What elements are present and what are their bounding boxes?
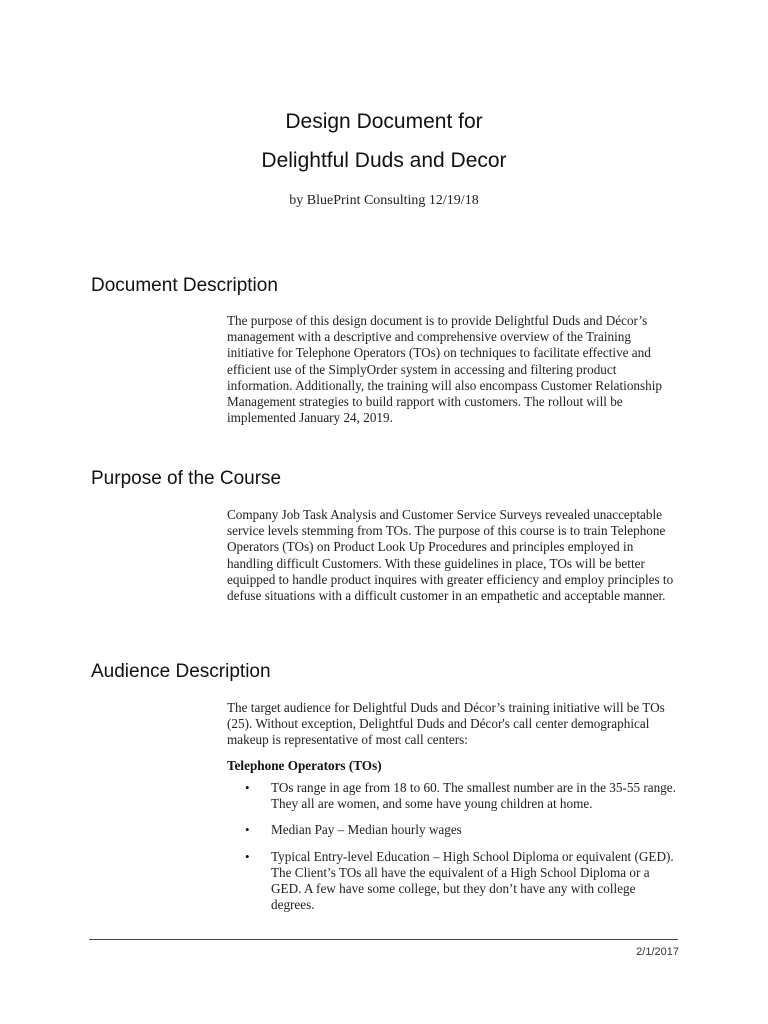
bullet-item-age <box>227 780 677 812</box>
bullet-text: Median Pay – Median hourly wages <box>271 822 462 838</box>
audience-subheading: Telephone Operators (TOs) <box>227 758 382 773</box>
bullet-item-education <box>227 849 677 914</box>
bullet-icon: • <box>245 780 250 795</box>
section-heading-audience: Audience Description <box>91 661 271 682</box>
document-title-line2: Delightful Duds and Decor <box>261 149 507 172</box>
bullet-icon: • <box>245 848 250 864</box>
footer-divider <box>89 939 678 940</box>
bullet-item-pay <box>227 822 677 838</box>
bullet-icon: • <box>245 822 250 838</box>
footer-date: 2/1/2017 <box>636 946 679 958</box>
section-body-description: The purpose of this design document is to provide Delightful Duds and Décor’s management with a descriptive and comprehensive overview of the Training initiative for Telephone Operators (TOs) on techniques to facilitate effective and efficient use of the SimplyOrder system in accessing and filtering product information. Additionally, the training will also encompass Customer Relationship Management strategies to build rapport with customers. The rollout will be implemented January 24, 2019. <box>227 313 663 426</box>
section-body-purpose: Company Job Task Analysis and Customer Service Surveys revealed unacceptable service levels stemming from TOs. The purpose of this course is to train Telephone Operators (TOs) on Product Look Up Procedures and principles employed in handling difficult Customers. With these guidelines in place, TOs will be better equipped to handle product inquires with greater efficiency and employ principles to defuse situations with a difficult customer in an empathetic and acceptable manner. <box>227 507 674 604</box>
document-byline: by BluePrint Consulting 12/19/18 <box>289 193 479 208</box>
section-heading-purpose: Purpose of the Course <box>91 468 282 489</box>
section-heading-description: Document Description <box>91 275 278 296</box>
audience-bullet-list <box>227 780 677 923</box>
section-body-audience: The target audience for Delightful Duds and Décor’s training initiative will be TOs (25). Without exception, Delightful Duds and Décor's call center demographical makeup is representative of most call centers: <box>227 700 665 748</box>
document-title-line1: Design Document for <box>285 110 483 133</box>
bullet-text: Typical Entry-level Education – High School Diploma or equivalent (GED). The Client’s TOs all have the equivalent of a High School Diploma or a GED. A few have some college, but they don’t have any with college degrees. <box>271 848 674 913</box>
bullet-text: TOs range in age from 18 to 60. The smallest number are in the 35-55 range. They all are women, and some have young children at home. <box>271 780 676 812</box>
